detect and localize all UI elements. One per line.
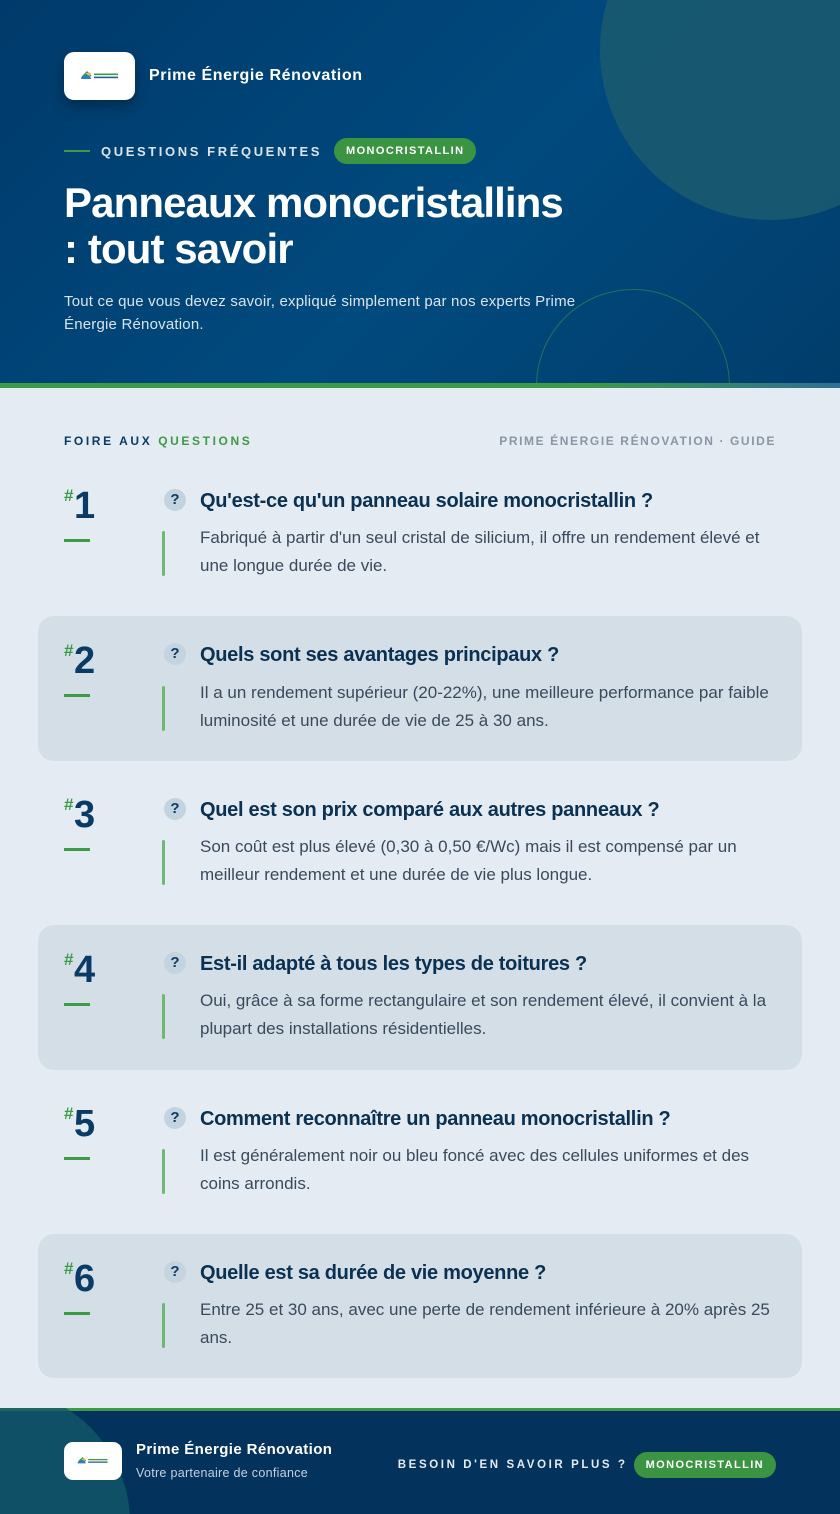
faq-item[interactable] [38, 1088, 802, 1218]
faq-answer: Fabriqué à partir d'un seul cristal de silicium, il offre un rendement élevé et une longue durée de vie. [200, 528, 760, 575]
answer-accent-bar [162, 1149, 165, 1194]
answer-accent-bar [162, 1303, 165, 1348]
hero-header [0, 0, 840, 388]
answer-accent-bar [162, 686, 165, 731]
answer-accent-bar [162, 531, 165, 576]
brand-logo[interactable] [64, 52, 135, 100]
footer-brand-name: Prime Énergie Rénovation [136, 1441, 333, 1458]
question-icon: ? [164, 1107, 186, 1129]
faq-hash: # [64, 1259, 74, 1278]
faq-answer: Il est généralement noir ou bleu foncé avec des cellules uniformes et des coins arrondis. [200, 1146, 750, 1193]
faq-answer: Il a un rendement supérieur (20-22%), une meilleure performance par faible luminosité et une durée de vie de 25 à 30 ans. [200, 683, 769, 730]
question-icon: ? [164, 489, 186, 511]
faq-hash: # [64, 1104, 74, 1123]
brand-name: Prime Énergie Rénovation [149, 67, 363, 84]
footer-tagline: Votre partenaire de confiance [136, 1466, 309, 1480]
hero-accent-bar [0, 383, 840, 388]
faq-number-underline [64, 1003, 90, 1006]
faq-number-underline [64, 848, 90, 851]
footer-accent-bar [0, 1408, 840, 1411]
logo-icon [76, 1456, 110, 1466]
question-icon: ? [164, 952, 186, 974]
faq-question: Quelle est sa durée de vie moyenne ? [200, 1262, 547, 1284]
faq-question: Qu'est-ce qu'un panneau solaire monocristallin ? [200, 490, 653, 512]
faq-answer: Oui, grâce à sa forme rectangulaire et son rendement élevé, il convient à la plupart des installations résidentielles. [200, 991, 767, 1038]
eyebrow [64, 138, 476, 164]
faq-digit: 3 [74, 794, 95, 836]
faq-item[interactable] [38, 925, 802, 1070]
brand [64, 52, 363, 100]
faq-digit: 5 [74, 1103, 95, 1145]
page-subtitle: Tout ce que vous devez savoir, expliqué simplement par nos experts Prime Énergie Rénovation. [64, 293, 576, 333]
section-label-part1: FOIRE AUX [64, 434, 153, 448]
question-icon: ? [164, 1261, 186, 1283]
faq-number-underline [64, 1312, 90, 1315]
faq-question: Quel est son prix comparé aux autres panneaux ? [200, 799, 660, 821]
page-title-line-2: : tout savoir [64, 225, 293, 272]
section-source-label: PRIME ÉNERGIE RÉNOVATION · GUIDE [499, 434, 776, 448]
section-label [64, 434, 252, 448]
faq-question: Est-il adapté à tous les types de toitures ? [200, 953, 587, 975]
faq-answer: Entre 25 et 30 ans, avec une perte de rendement inférieure à 20% après 25 ans. [200, 1300, 770, 1347]
footer [0, 1408, 840, 1514]
faq-digit: 4 [74, 949, 95, 991]
answer-accent-bar [162, 840, 165, 885]
footer-cta [398, 1452, 776, 1478]
faq-item[interactable] [38, 470, 802, 600]
faq-question: Quels sont ses avantages principaux ? [200, 644, 560, 666]
faq-hash: # [64, 795, 74, 814]
section-label-part2: QUESTIONS [158, 434, 253, 448]
footer-tag-badge[interactable]: MONOCRISTALLIN [634, 1452, 776, 1478]
faq-number-underline [64, 539, 90, 542]
page-title [64, 180, 624, 272]
faq-question: Comment reconnaître un panneau monocristallin ? [200, 1108, 671, 1130]
page-title-line-1: Panneaux monocristallins [64, 179, 563, 226]
faq-item[interactable] [38, 1234, 802, 1378]
answer-accent-bar [162, 994, 165, 1039]
faq-item[interactable] [38, 779, 802, 909]
question-icon: ? [164, 798, 186, 820]
faq-digit: 6 [74, 1258, 95, 1300]
question-icon: ? [164, 643, 186, 665]
faq-digit: 1 [74, 485, 95, 527]
hero-tag-badge: MONOCRISTALLIN [334, 138, 476, 164]
footer-cta-text: BESOIN D'EN SAVOIR PLUS ? [397, 1459, 628, 1471]
faq-answer: Son coût est plus élevé (0,30 à 0,50 €/Wc) mais il est compensé par un meilleur rendement et une durée de vie plus longue. [200, 837, 737, 884]
logo-icon [79, 70, 121, 82]
faq-item[interactable] [38, 616, 802, 761]
eyebrow-text: QUESTIONS FRÉQUENTES [101, 143, 323, 159]
eyebrow-line [64, 150, 90, 152]
faq-hash: # [64, 950, 74, 969]
faq-hash: # [64, 486, 74, 505]
faq-digit: 2 [74, 640, 95, 682]
decorative-circle [600, 0, 840, 220]
faq-number-underline [64, 694, 90, 697]
faq-hash: # [64, 641, 74, 660]
faq-number-underline [64, 1157, 90, 1160]
section-header [64, 434, 776, 448]
footer-logo[interactable] [64, 1442, 122, 1480]
